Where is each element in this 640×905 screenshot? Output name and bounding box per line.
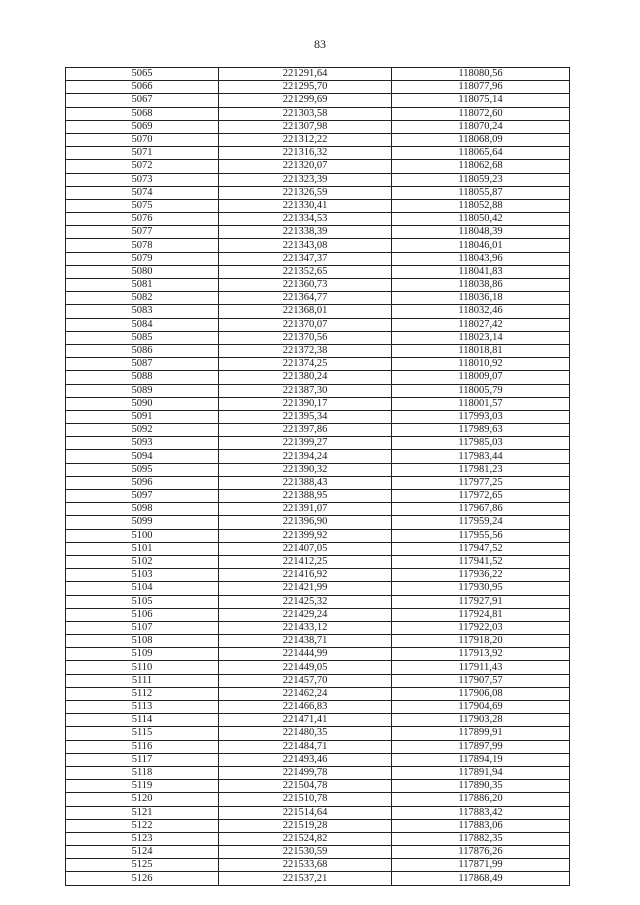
table-row <box>66 81 570 94</box>
point-number-cell: 5073 <box>66 173 219 186</box>
table-row <box>66 621 570 634</box>
x-coordinate-cell: 221370,56 <box>219 331 392 344</box>
point-number-cell: 5101 <box>66 542 219 555</box>
table-row <box>66 147 570 160</box>
point-number-cell: 5081 <box>66 279 219 292</box>
table-row <box>66 410 570 423</box>
point-number-cell: 5086 <box>66 344 219 357</box>
table-row <box>66 608 570 621</box>
table-row <box>66 344 570 357</box>
table-row <box>66 331 570 344</box>
x-coordinate-cell: 221429,24 <box>219 608 392 621</box>
table-row <box>66 358 570 371</box>
y-coordinate-cell: 117924,81 <box>392 608 570 621</box>
table-row <box>66 292 570 305</box>
point-number-cell: 5104 <box>66 582 219 595</box>
point-number-cell: 5096 <box>66 476 219 489</box>
point-number-cell: 5111 <box>66 674 219 687</box>
x-coordinate-cell: 221480,35 <box>219 727 392 740</box>
y-coordinate-cell: 118010,92 <box>392 358 570 371</box>
x-coordinate-cell: 221299,69 <box>219 94 392 107</box>
table-row <box>66 279 570 292</box>
point-number-cell: 5097 <box>66 490 219 503</box>
x-coordinate-cell: 221412,25 <box>219 555 392 568</box>
table-row <box>66 94 570 107</box>
point-number-cell: 5102 <box>66 555 219 568</box>
y-coordinate-cell: 117927,91 <box>392 595 570 608</box>
point-number-cell: 5126 <box>66 872 219 885</box>
x-coordinate-cell: 221364,77 <box>219 292 392 305</box>
table-row <box>66 529 570 542</box>
point-number-cell: 5068 <box>66 107 219 120</box>
point-number-cell: 5071 <box>66 147 219 160</box>
y-coordinate-cell: 117897,99 <box>392 740 570 753</box>
y-coordinate-cell: 117883,42 <box>392 806 570 819</box>
table-row <box>66 476 570 489</box>
y-coordinate-cell: 118052,88 <box>392 199 570 212</box>
y-coordinate-cell: 117913,92 <box>392 648 570 661</box>
point-number-cell: 5117 <box>66 753 219 766</box>
y-coordinate-cell: 117981,23 <box>392 463 570 476</box>
x-coordinate-cell: 221368,01 <box>219 305 392 318</box>
point-number-cell: 5085 <box>66 331 219 344</box>
x-coordinate-cell: 221390,32 <box>219 463 392 476</box>
point-number-cell: 5078 <box>66 239 219 252</box>
table-row <box>66 305 570 318</box>
y-coordinate-cell: 117959,24 <box>392 516 570 529</box>
table-row <box>66 753 570 766</box>
table-row <box>66 674 570 687</box>
y-coordinate-cell: 118046,01 <box>392 239 570 252</box>
y-coordinate-cell: 117955,56 <box>392 529 570 542</box>
point-number-cell: 5084 <box>66 318 219 331</box>
y-coordinate-cell: 118048,39 <box>392 226 570 239</box>
table-row <box>66 819 570 832</box>
point-number-cell: 5094 <box>66 450 219 463</box>
x-coordinate-cell: 221360,73 <box>219 279 392 292</box>
table-row <box>66 186 570 199</box>
point-number-cell: 5108 <box>66 635 219 648</box>
y-coordinate-cell: 117983,44 <box>392 450 570 463</box>
point-number-cell: 5075 <box>66 199 219 212</box>
y-coordinate-cell: 118065,64 <box>392 147 570 160</box>
x-coordinate-cell: 221307,98 <box>219 120 392 133</box>
y-coordinate-cell: 118070,24 <box>392 120 570 133</box>
table-row <box>66 107 570 120</box>
x-coordinate-cell: 221462,24 <box>219 687 392 700</box>
x-coordinate-cell: 221514,64 <box>219 806 392 819</box>
point-number-cell: 5080 <box>66 265 219 278</box>
x-coordinate-cell: 221334,53 <box>219 213 392 226</box>
x-coordinate-cell: 221394,24 <box>219 450 392 463</box>
x-coordinate-cell: 221407,05 <box>219 542 392 555</box>
x-coordinate-cell: 221397,86 <box>219 424 392 437</box>
y-coordinate-cell: 118041,83 <box>392 265 570 278</box>
point-number-cell: 5116 <box>66 740 219 753</box>
table-row <box>66 582 570 595</box>
x-coordinate-cell: 221519,28 <box>219 819 392 832</box>
point-number-cell: 5106 <box>66 608 219 621</box>
table-row <box>66 160 570 173</box>
x-coordinate-cell: 221291,64 <box>219 68 392 81</box>
table-row <box>66 740 570 753</box>
y-coordinate-cell: 118055,87 <box>392 186 570 199</box>
table-row <box>66 265 570 278</box>
table-row <box>66 859 570 872</box>
x-coordinate-cell: 221444,99 <box>219 648 392 661</box>
y-coordinate-cell: 118001,57 <box>392 397 570 410</box>
y-coordinate-cell: 118080,56 <box>392 68 570 81</box>
page-number: 83 <box>314 37 326 51</box>
y-coordinate-cell: 118009,07 <box>392 371 570 384</box>
y-coordinate-cell: 117868,49 <box>392 872 570 885</box>
table-row <box>66 397 570 410</box>
x-coordinate-cell: 221395,34 <box>219 410 392 423</box>
table-row <box>66 648 570 661</box>
x-coordinate-cell: 221524,82 <box>219 832 392 845</box>
point-number-cell: 5089 <box>66 384 219 397</box>
point-number-cell: 5067 <box>66 94 219 107</box>
point-number-cell: 5100 <box>66 529 219 542</box>
y-coordinate-cell: 117903,28 <box>392 714 570 727</box>
y-coordinate-cell: 118027,42 <box>392 318 570 331</box>
point-number-cell: 5092 <box>66 424 219 437</box>
point-number-cell: 5087 <box>66 358 219 371</box>
table-row <box>66 199 570 212</box>
coordinates-table <box>65 67 570 886</box>
x-coordinate-cell: 221390,17 <box>219 397 392 410</box>
point-number-cell: 5083 <box>66 305 219 318</box>
y-coordinate-cell: 117936,22 <box>392 569 570 582</box>
x-coordinate-cell: 221438,71 <box>219 635 392 648</box>
table-row <box>66 318 570 331</box>
x-coordinate-cell: 221396,90 <box>219 516 392 529</box>
table-row <box>66 173 570 186</box>
y-coordinate-cell: 118038,86 <box>392 279 570 292</box>
y-coordinate-cell: 117904,69 <box>392 701 570 714</box>
x-coordinate-cell: 221493,46 <box>219 753 392 766</box>
x-coordinate-cell: 221433,12 <box>219 621 392 634</box>
x-coordinate-cell: 221295,70 <box>219 81 392 94</box>
point-number-cell: 5069 <box>66 120 219 133</box>
table-row <box>66 450 570 463</box>
y-coordinate-cell: 117907,57 <box>392 674 570 687</box>
point-number-cell: 5114 <box>66 714 219 727</box>
y-coordinate-cell: 117894,19 <box>392 753 570 766</box>
y-coordinate-cell: 117906,08 <box>392 687 570 700</box>
y-coordinate-cell: 117930,95 <box>392 582 570 595</box>
point-number-cell: 5088 <box>66 371 219 384</box>
x-coordinate-cell: 221510,78 <box>219 793 392 806</box>
table-row <box>66 542 570 555</box>
x-coordinate-cell: 221338,39 <box>219 226 392 239</box>
table-row <box>66 687 570 700</box>
point-number-cell: 5082 <box>66 292 219 305</box>
x-coordinate-cell: 221484,71 <box>219 740 392 753</box>
point-number-cell: 5109 <box>66 648 219 661</box>
y-coordinate-cell: 117911,43 <box>392 661 570 674</box>
x-coordinate-cell: 221530,59 <box>219 846 392 859</box>
x-coordinate-cell: 221323,39 <box>219 173 392 186</box>
y-coordinate-cell: 117886,20 <box>392 793 570 806</box>
table-row <box>66 437 570 450</box>
table-row <box>66 516 570 529</box>
y-coordinate-cell: 117922,03 <box>392 621 570 634</box>
point-number-cell: 5095 <box>66 463 219 476</box>
table-row <box>66 226 570 239</box>
y-coordinate-cell: 117941,52 <box>392 555 570 568</box>
table-row <box>66 424 570 437</box>
x-coordinate-cell: 221320,07 <box>219 160 392 173</box>
point-number-cell: 5112 <box>66 687 219 700</box>
x-coordinate-cell: 221330,41 <box>219 199 392 212</box>
table-row <box>66 766 570 779</box>
x-coordinate-cell: 221399,92 <box>219 529 392 542</box>
table-row <box>66 239 570 252</box>
table-row <box>66 555 570 568</box>
point-number-cell: 5070 <box>66 133 219 146</box>
table-row <box>66 872 570 885</box>
table-row <box>66 846 570 859</box>
point-number-cell: 5090 <box>66 397 219 410</box>
y-coordinate-cell: 118062,68 <box>392 160 570 173</box>
x-coordinate-cell: 221316,32 <box>219 147 392 160</box>
point-number-cell: 5099 <box>66 516 219 529</box>
table-row <box>66 661 570 674</box>
x-coordinate-cell: 221347,37 <box>219 252 392 265</box>
point-number-cell: 5122 <box>66 819 219 832</box>
point-number-cell: 5103 <box>66 569 219 582</box>
x-coordinate-cell: 221372,38 <box>219 344 392 357</box>
y-coordinate-cell: 118023,14 <box>392 331 570 344</box>
point-number-cell: 5121 <box>66 806 219 819</box>
table-row <box>66 503 570 516</box>
table-row <box>66 635 570 648</box>
y-coordinate-cell: 117967,86 <box>392 503 570 516</box>
table-row <box>66 714 570 727</box>
table-row <box>66 780 570 793</box>
y-coordinate-cell: 118077,96 <box>392 81 570 94</box>
x-coordinate-cell: 221399,27 <box>219 437 392 450</box>
x-coordinate-cell: 221504,78 <box>219 780 392 793</box>
y-coordinate-cell: 117985,03 <box>392 437 570 450</box>
x-coordinate-cell: 221380,24 <box>219 371 392 384</box>
point-number-cell: 5113 <box>66 701 219 714</box>
point-number-cell: 5091 <box>66 410 219 423</box>
x-coordinate-cell: 221533,68 <box>219 859 392 872</box>
x-coordinate-cell: 221326,59 <box>219 186 392 199</box>
y-coordinate-cell: 117993,03 <box>392 410 570 423</box>
x-coordinate-cell: 221312,22 <box>219 133 392 146</box>
point-number-cell: 5098 <box>66 503 219 516</box>
y-coordinate-cell: 118036,18 <box>392 292 570 305</box>
x-coordinate-cell: 221343,08 <box>219 239 392 252</box>
y-coordinate-cell: 118018,81 <box>392 344 570 357</box>
x-coordinate-cell: 221388,43 <box>219 476 392 489</box>
point-number-cell: 5119 <box>66 780 219 793</box>
point-number-cell: 5123 <box>66 832 219 845</box>
x-coordinate-cell: 221387,30 <box>219 384 392 397</box>
point-number-cell: 5079 <box>66 252 219 265</box>
table-row <box>66 701 570 714</box>
x-coordinate-cell: 221421,99 <box>219 582 392 595</box>
x-coordinate-cell: 221388,95 <box>219 490 392 503</box>
point-number-cell: 5065 <box>66 68 219 81</box>
table-row <box>66 793 570 806</box>
y-coordinate-cell: 117989,63 <box>392 424 570 437</box>
coordinates-table-body <box>66 68 570 886</box>
point-number-cell: 5077 <box>66 226 219 239</box>
table-row <box>66 68 570 81</box>
x-coordinate-cell: 221457,70 <box>219 674 392 687</box>
y-coordinate-cell: 118072,60 <box>392 107 570 120</box>
x-coordinate-cell: 221425,32 <box>219 595 392 608</box>
table-row <box>66 806 570 819</box>
point-number-cell: 5072 <box>66 160 219 173</box>
y-coordinate-cell: 117918,20 <box>392 635 570 648</box>
x-coordinate-cell: 221370,07 <box>219 318 392 331</box>
table-row <box>66 463 570 476</box>
y-coordinate-cell: 118050,42 <box>392 213 570 226</box>
x-coordinate-cell: 221499,78 <box>219 766 392 779</box>
x-coordinate-cell: 221352,65 <box>219 265 392 278</box>
point-number-cell: 5066 <box>66 81 219 94</box>
point-number-cell: 5093 <box>66 437 219 450</box>
table-row <box>66 832 570 845</box>
point-number-cell: 5076 <box>66 213 219 226</box>
x-coordinate-cell: 221449,05 <box>219 661 392 674</box>
y-coordinate-cell: 117977,25 <box>392 476 570 489</box>
table-row <box>66 213 570 226</box>
x-coordinate-cell: 221374,25 <box>219 358 392 371</box>
table-row <box>66 120 570 133</box>
x-coordinate-cell: 221303,58 <box>219 107 392 120</box>
y-coordinate-cell: 117899,91 <box>392 727 570 740</box>
y-coordinate-cell: 118059,23 <box>392 173 570 186</box>
x-coordinate-cell: 221416,92 <box>219 569 392 582</box>
point-number-cell: 5107 <box>66 621 219 634</box>
x-coordinate-cell: 221391,07 <box>219 503 392 516</box>
point-number-cell: 5118 <box>66 766 219 779</box>
table-row <box>66 569 570 582</box>
y-coordinate-cell: 118005,79 <box>392 384 570 397</box>
point-number-cell: 5110 <box>66 661 219 674</box>
point-number-cell: 5120 <box>66 793 219 806</box>
table-row <box>66 133 570 146</box>
y-coordinate-cell: 118043,96 <box>392 252 570 265</box>
y-coordinate-cell: 117871,99 <box>392 859 570 872</box>
x-coordinate-cell: 221471,41 <box>219 714 392 727</box>
y-coordinate-cell: 117972,65 <box>392 490 570 503</box>
y-coordinate-cell: 117882,35 <box>392 832 570 845</box>
point-number-cell: 5105 <box>66 595 219 608</box>
x-coordinate-cell: 221466,83 <box>219 701 392 714</box>
x-coordinate-cell: 221537,21 <box>219 872 392 885</box>
y-coordinate-cell: 117876,26 <box>392 846 570 859</box>
point-number-cell: 5074 <box>66 186 219 199</box>
y-coordinate-cell: 117883,06 <box>392 819 570 832</box>
table-row <box>66 371 570 384</box>
y-coordinate-cell: 117891,94 <box>392 766 570 779</box>
table-row <box>66 595 570 608</box>
table-row <box>66 252 570 265</box>
y-coordinate-cell: 118075,14 <box>392 94 570 107</box>
point-number-cell: 5115 <box>66 727 219 740</box>
point-number-cell: 5124 <box>66 846 219 859</box>
table-row <box>66 727 570 740</box>
table-row <box>66 384 570 397</box>
y-coordinate-cell: 118068,09 <box>392 133 570 146</box>
y-coordinate-cell: 117890,35 <box>392 780 570 793</box>
table-row <box>66 490 570 503</box>
y-coordinate-cell: 117947,52 <box>392 542 570 555</box>
point-number-cell: 5125 <box>66 859 219 872</box>
y-coordinate-cell: 118032,46 <box>392 305 570 318</box>
